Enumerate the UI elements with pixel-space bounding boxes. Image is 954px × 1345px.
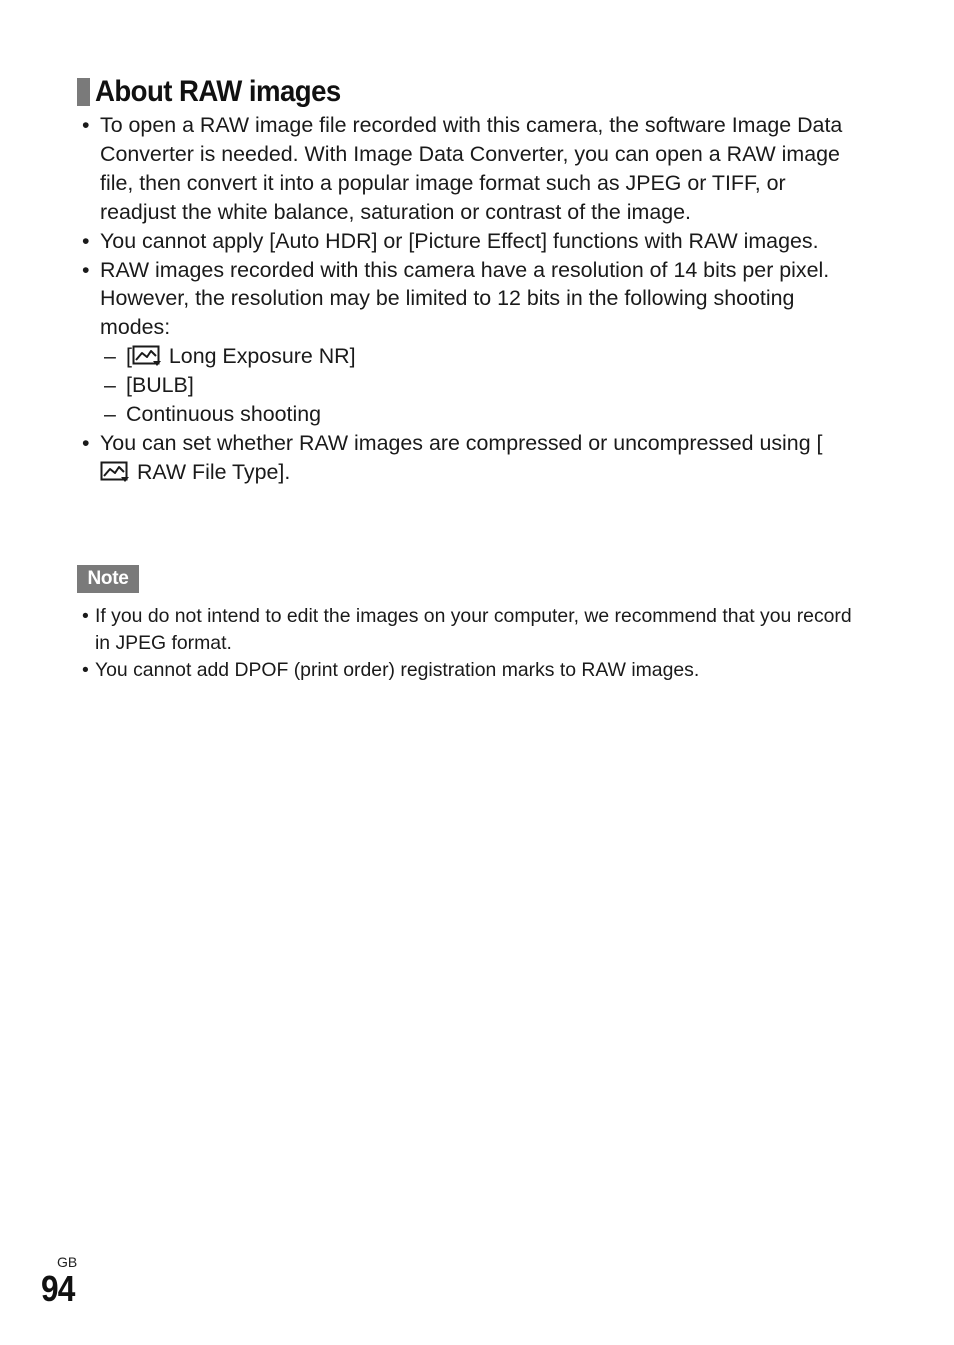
bullet-text-before: You can set whether RAW images are compressed or uncompressed using [ [100, 430, 823, 455]
note-badge: Note [77, 565, 139, 593]
sub-dash: – [104, 373, 116, 398]
sub-text-before: [ [126, 344, 132, 369]
section-heading [77, 72, 362, 112]
bullet-item [82, 429, 852, 487]
bullet-text: You cannot apply [Auto HDR] or [Picture Effect] functions with RAW images. [100, 228, 819, 253]
bullet-text: RAW images recorded with this camera have a resolution of 14 bits per pixel. However, the resolution may be limited to 12 bits in the following shooting modes: [100, 257, 830, 340]
bullet-item [82, 227, 852, 256]
note-item [82, 657, 862, 684]
bullet-dot: • [82, 113, 90, 137]
note-item [82, 603, 862, 657]
camera-menu-icon [132, 345, 162, 367]
page-region-code: GB [57, 1254, 78, 1270]
section-title: About RAW images [95, 75, 341, 108]
sub-dash: – [104, 402, 116, 427]
bullet-dot: • [82, 430, 90, 455]
note-text: If you do not intend to edit the images on your computer, we recommend that you record in JPEG format. [95, 605, 852, 654]
sub-item-continuous-shooting [104, 400, 852, 429]
bullet-dot: • [82, 605, 89, 627]
page-number: 94 [41, 1268, 75, 1309]
bullet-dot: • [82, 659, 89, 681]
bullet-dot: • [82, 257, 90, 282]
sub-dash: – [104, 344, 116, 369]
note-text: You cannot add DPOF (print order) registration marks to RAW images. [95, 659, 700, 681]
note-list [82, 603, 862, 684]
bullet-text-after: RAW File Type]. [131, 459, 291, 484]
bullet-text: To open a RAW image file recorded with this camera, the software Image Data Converter is needed. With Image Data Converter, you can open a RAW image file, then convert it into a popular image format such as JPEG or TIFF, or readjust the white balance, saturation or contrast of the image. [100, 113, 843, 224]
bullet-dot: • [82, 228, 90, 253]
raw-info-list [82, 111, 852, 487]
sub-text: Continuous shooting [126, 402, 322, 427]
sub-text-after: Long Exposure NR] [162, 344, 356, 369]
sub-item-bulb [104, 371, 852, 400]
heading-marker-bar [77, 78, 90, 106]
bullet-item [82, 256, 852, 429]
bullet-item [82, 111, 852, 227]
sub-text: [BULB] [126, 373, 194, 398]
sub-item-long-exposure-nr [104, 342, 852, 371]
camera-menu-icon [100, 461, 130, 483]
